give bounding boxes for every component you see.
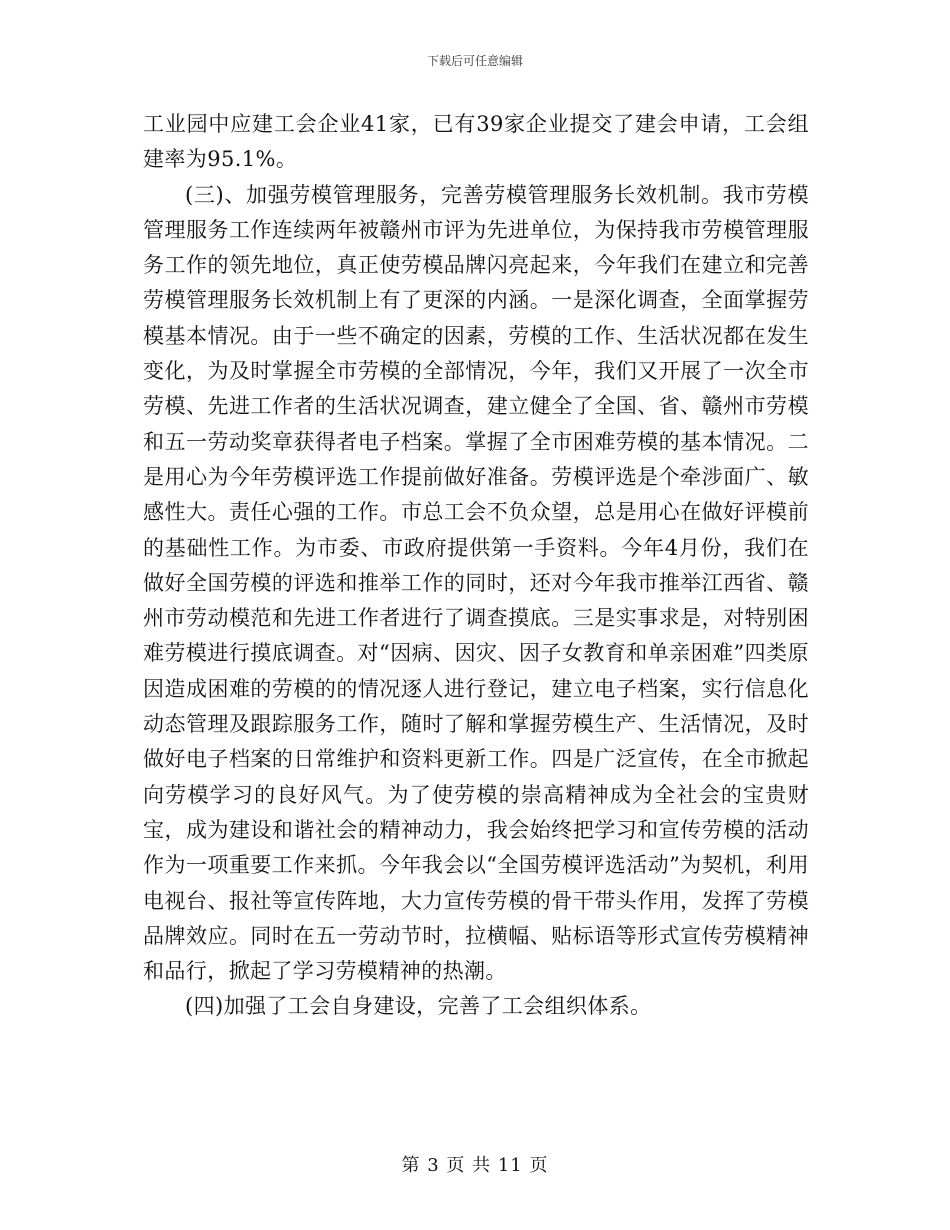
paragraph-continuation: 工业园中应建工会企业41家，已有39家企业提交了建会申请，工会组建率为95.1%。 <box>143 112 809 172</box>
paragraph-section-4: (四)加强了工会自身建设，完善了工会组织体系。 <box>185 994 652 1019</box>
page-header-note: 下载后可任意编辑 <box>426 54 523 68</box>
paragraph-section-3: (三)、加强劳模管理服务，完善劳模管理服务长效机制。我市劳模管理服务工作连续两年被赣州市评为先进单位，为保持我市劳模管理服务工作的领先地位，真正使劳模品牌闪亮起来，今年我们在建立和完善劳模管理服务长效机制上有了更深的内涵。一是深化调查，全面掌握劳模基本情况。由于一些不确定的因素，劳模的工作、生活状况都在发生变化，为及时掌握全市劳模的全部情况，今年，我们又开展了一次全市劳模、先进工作者的生活状况调查，建立健全了全国、省、赣州市劳模和五一劳动奖章获得者电子档案。掌握了全市困难劳模的基本情况。二是用心为今年劳模评选工作提前做好准备。劳模评选是个牵涉面广、敏感性大。责任心强的工作。市总工会不负众望，总是用心在做好评模前的基础性工作。为市委、市政府提供第一手资料。今年4月份，我们在做好全国劳模的评选和推举工作的同时，还对今年我市推举江西省、赣州市劳动模范和先进工作者进行了调查摸底。三是实事求是，对特别困难劳模进行摸底调查。对“因病、因灾、因子女教育和单亲困难”四类原因造成困难的劳模的的情况逐人进行登记，建立电子档案，实行信息化动态管理及跟踪服务工作，随时了解和掌握劳模生产、生活情况，及时做好电子档案的日常维护和资料更新工作。四是广泛宣传，在全市掀起向劳模学习的良好风气。为了使劳模的崇高精神成为全社会的宝贵财宝，成为建设和谐社会的精神动力，我会始终把学习和宣传劳模的活动作为一项重要工作来抓。今年我会以“全国劳模评选活动”为契机，利用电视台、报社等宣传阵地，大力宣传劳模的骨干带头作用，发挥了劳模品牌效应。同时在五一劳动节时，拉横幅、贴标语等形式宣传劳模精神和品行，掀起了学习劳模精神的热潮。 <box>143 182 809 984</box>
document-body <box>143 107 809 1025</box>
page-number: 第 3 页 共 11 页 <box>401 1155 549 1176</box>
